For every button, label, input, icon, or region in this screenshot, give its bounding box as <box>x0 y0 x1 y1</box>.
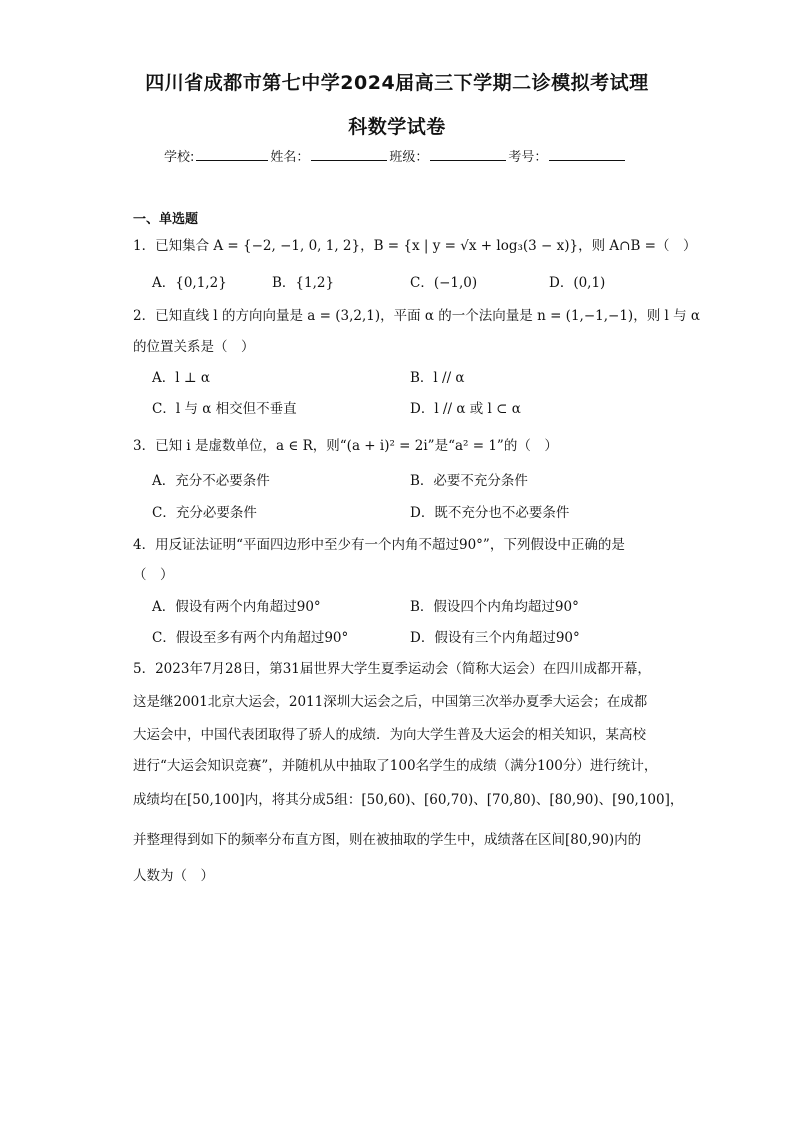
student-info-row <box>164 146 627 165</box>
q4-option-c: C．假设至多有两个内角超过90° <box>152 630 349 646</box>
section-heading: 一、单选题 <box>133 212 199 227</box>
question-5-line1: 5．2023年7月28日，第31届世界大学生夏季运动会（简称大运会）在四川成都开幕， <box>133 661 651 677</box>
q4-option-d: D．假设有三个内角超过90° <box>410 630 580 646</box>
question-5-line2: 这是继2001北京大运会，2011深圳大运会之后，中国第三次举办夏季大运会；在成都 <box>133 694 648 710</box>
q2-option-b: B．l // α <box>410 370 465 386</box>
class-blank[interactable] <box>430 146 506 161</box>
name-label: 姓名： <box>270 150 310 165</box>
question-5-line4: 进行“大运会知识竞赛”，并随机从中抽取了100名学生的成绩（满分100分）进行统计， <box>133 758 658 774</box>
question-2-line2: 的位置关系是（ ） <box>133 339 255 355</box>
q3-option-a: A．充分不必要条件 <box>152 473 270 489</box>
school-label: 学校: <box>164 150 195 165</box>
q1-option-a: A．{0,1,2} <box>152 275 227 291</box>
question-5-line7: 人数为（ ） <box>133 868 214 884</box>
question-5-line5: 成绩均在[50,100]内，将其分成5组：[50,60)、[60,70)、[70,80)、[80,90)、[90,100]， <box>133 792 684 808</box>
class-label: 班级： <box>389 150 429 165</box>
question-2-line1: 2．已知直线 l 的方向向量是 a = (3,2,1)，平面 α 的一个法向量是 n = (1,−1,−1)，则 l 与 α <box>133 308 700 324</box>
q2-option-a: A．l ⊥ α <box>152 370 210 386</box>
exam-title-line2: 科数学试卷 <box>348 116 446 138</box>
question-3-text: 3．已知 i 是虚数单位，a ∈ R，则“(a + i)² = 2i”是“a² = 1”的（ ） <box>133 438 558 454</box>
number-label: 考号： <box>508 150 548 165</box>
question-5-line3: 大运会中，中国代表团取得了骄人的成绩．为向大学生普及大运会的相关知识，某高校 <box>133 727 646 743</box>
q1-option-b: B．{1,2} <box>272 275 335 291</box>
q4-option-a: A．假设有两个内角超过90° <box>152 599 321 615</box>
question-4-line2: （ ） <box>133 567 174 583</box>
q2-option-d: D．l // α 或 l ⊂ α <box>410 401 521 417</box>
question-1-text: 1．已知集合 A = {−2, −1, 0, 1, 2}，B = {x | y = √x + log₃(3 − x)}，则 A∩B =（ ） <box>133 238 697 254</box>
number-blank[interactable] <box>549 146 625 161</box>
school-blank[interactable] <box>196 146 268 161</box>
q1-option-c: C．(−1,0) <box>410 275 478 291</box>
name-blank[interactable] <box>311 146 387 161</box>
q1-option-d: D．(0,1) <box>549 275 606 291</box>
question-5-line6: 并整理得到如下的频率分布直方图，则在被抽取的学生中，成绩落在区间[80,90)内的 <box>133 832 642 848</box>
q4-option-b: B．假设四个内角均超过90° <box>410 599 579 615</box>
q3-option-d: D．既不充分也不必要条件 <box>410 505 570 521</box>
exam-title-line1: 四川省成都市第七中学2024届高三下学期二诊模拟考试理 <box>145 72 649 94</box>
q2-option-c: C．l 与 α 相交但不垂直 <box>152 401 297 417</box>
q3-option-b: B．必要不充分条件 <box>410 473 528 489</box>
q3-option-c: C．充分必要条件 <box>152 505 257 521</box>
question-4-line1: 4．用反证法证明“平面四边形中至少有一个内角不超过90°”，下列假设中正确的是 <box>133 537 625 553</box>
